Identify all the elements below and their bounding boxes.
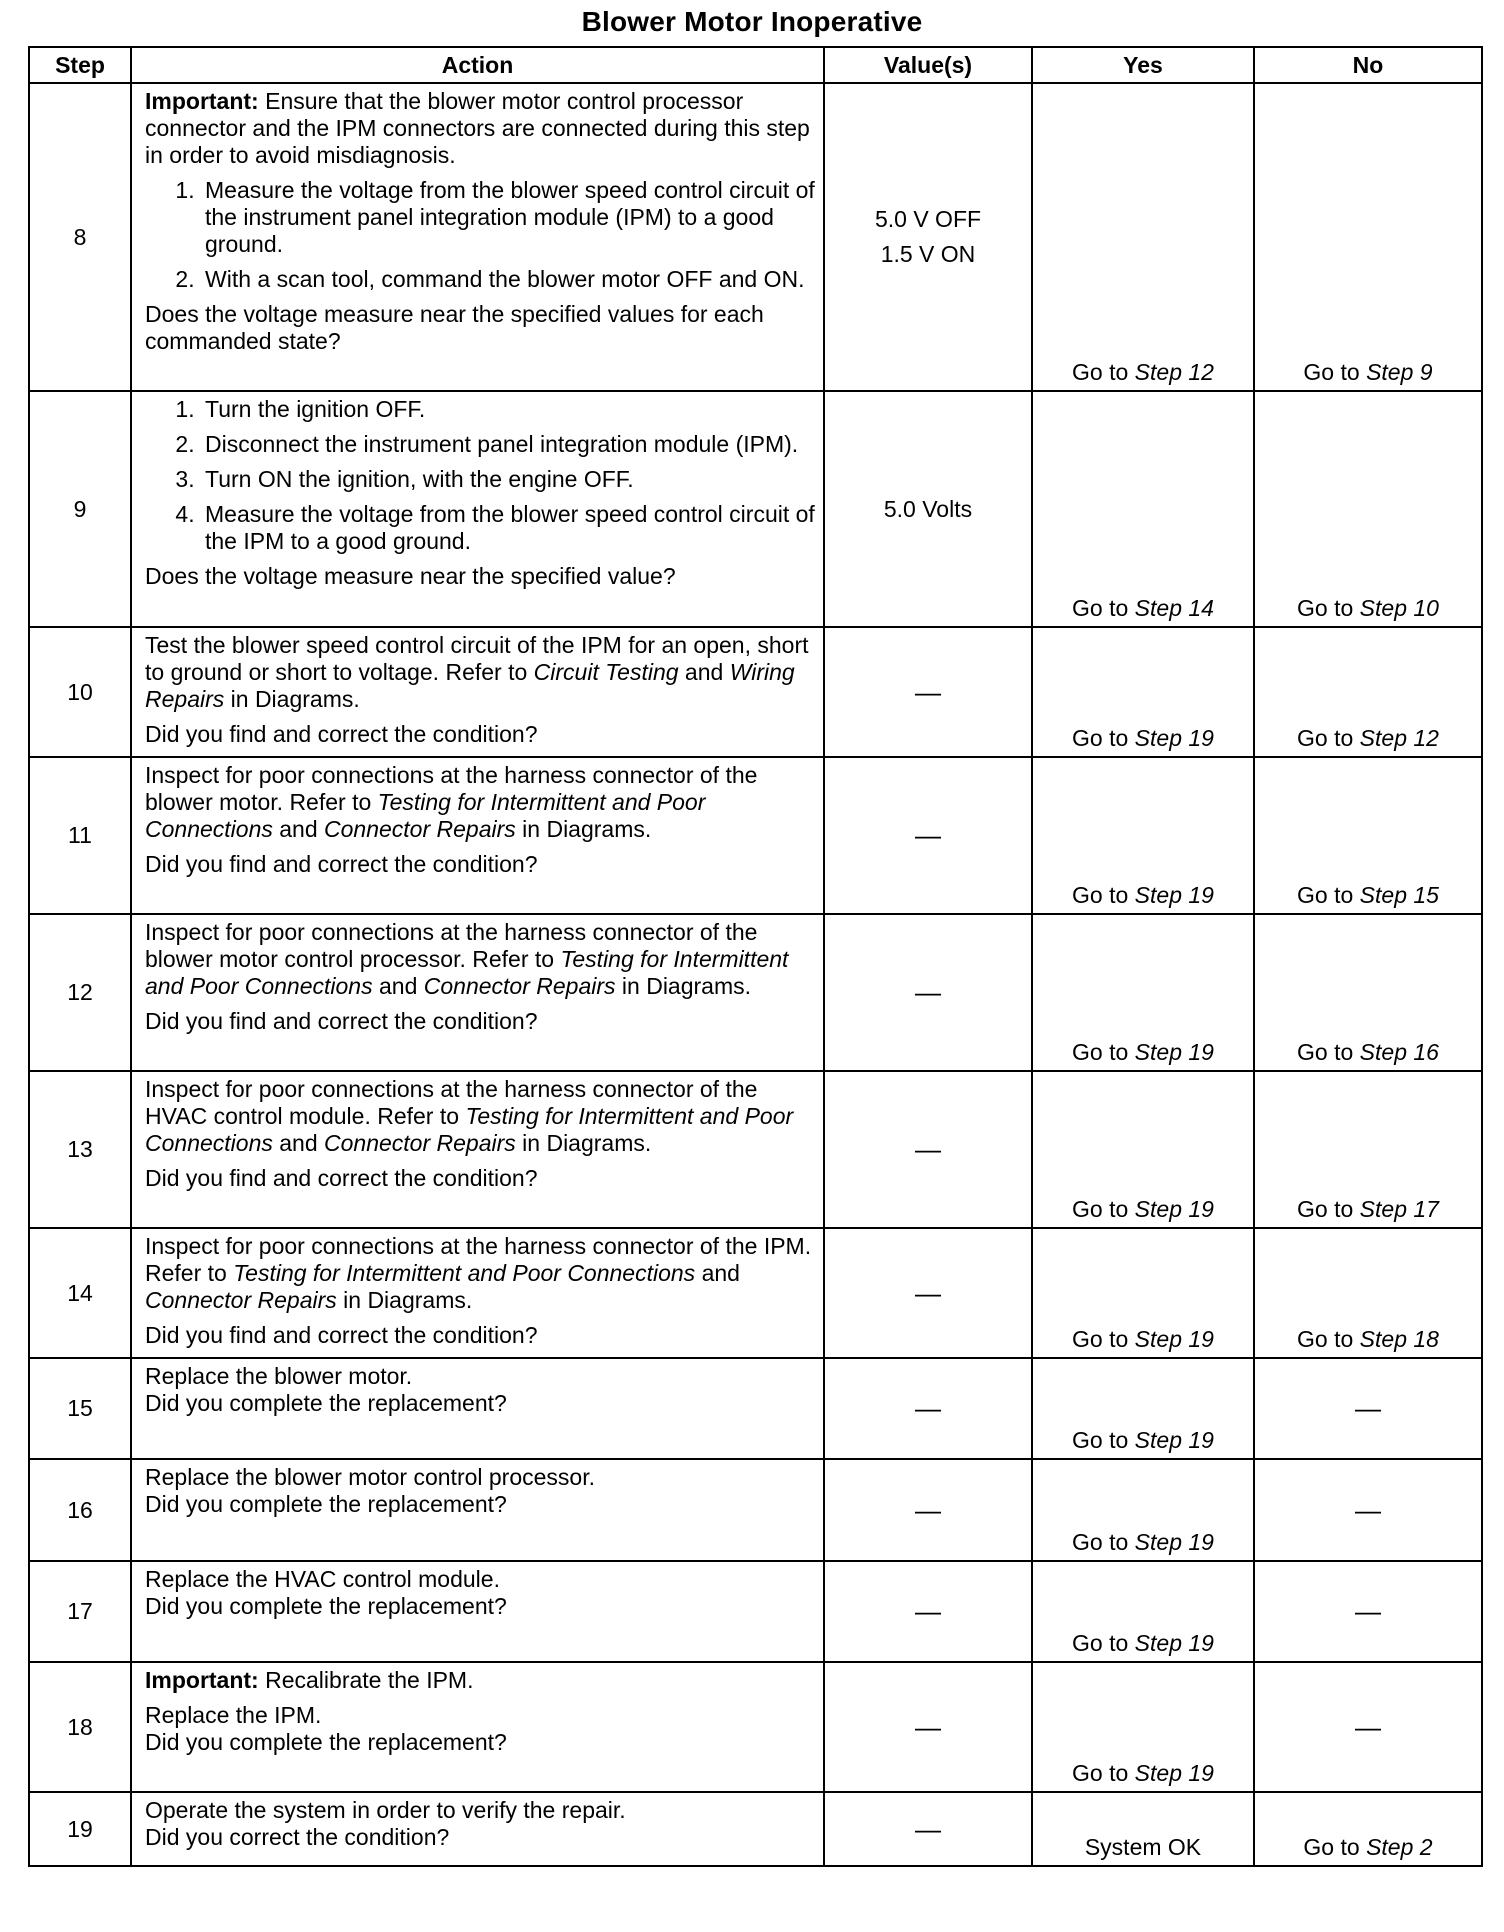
no-step-ref: Step 18: [1359, 1326, 1439, 1352]
yes-step-ref: Step 19: [1134, 1196, 1214, 1222]
yes-cell: [1032, 627, 1254, 757]
list-item: 1. Turn the ignition OFF.: [201, 396, 815, 423]
no-cell: —: [1254, 1662, 1482, 1792]
action-text: Replace the blower motor control processor.: [145, 1464, 595, 1490]
yes-step-ref: Step 19: [1134, 725, 1214, 751]
reference-link: Testing for Intermittent and Poor Connections: [145, 946, 789, 999]
action-text: Inspect for poor connections at the harness connector of the blower motor control processor. Refer to: [145, 919, 758, 972]
action-question: Did you complete the replacement?: [145, 1390, 507, 1416]
value-text: 5.0 V OFF: [874, 206, 982, 232]
no-prefix: Go to: [1297, 595, 1360, 621]
step-number: 11: [29, 757, 131, 914]
value-cell: —: [824, 757, 1032, 914]
action-cell: [131, 1228, 824, 1358]
no-step-ref: Step 16: [1359, 1039, 1439, 1065]
no-cell: [1254, 914, 1482, 1071]
table-row: [29, 627, 1482, 757]
action-text: and: [695, 1260, 740, 1286]
list-item: 2. Disconnect the instrument panel integration module (IPM).: [201, 431, 815, 458]
value-cell: —: [824, 914, 1032, 1071]
yes-step-ref: Step 19: [1134, 1529, 1214, 1555]
action-text: Replace the blower motor.: [145, 1363, 413, 1389]
action-text: Operate the system in order to verify the repair.: [145, 1797, 626, 1823]
value-text: 5.0 Volts: [883, 495, 973, 522]
step-number: 9: [29, 391, 131, 627]
no-cell: —: [1254, 1459, 1482, 1561]
no-step-ref: Step 9: [1366, 359, 1433, 385]
list-item: 1. Measure the voltage from the blower speed control circuit of the instrument panel integration module (IPM) to a good ground.: [201, 177, 815, 258]
table-row: [29, 1071, 1482, 1228]
yes-step-ref: Step 12: [1134, 359, 1214, 385]
action-text: in Diagrams.: [515, 1130, 652, 1156]
yes-step-ref: Step 14: [1134, 595, 1214, 621]
value-cell: —: [824, 1459, 1032, 1561]
value-cell: [824, 391, 1032, 627]
reference-link: Circuit Testing: [533, 659, 679, 685]
no-cell: [1254, 1071, 1482, 1228]
list-item: 3. Turn ON the ignition, with the engine OFF.: [201, 466, 815, 493]
step-number: 10: [29, 627, 131, 757]
yes-step-ref: Step 19: [1134, 1427, 1214, 1453]
no-cell: —: [1254, 1561, 1482, 1662]
value-cell: —: [824, 1228, 1032, 1358]
action-cell: [131, 914, 824, 1071]
header-step: Step: [29, 47, 131, 83]
no-prefix: Go to: [1297, 725, 1360, 751]
no-prefix: Go to: [1303, 359, 1367, 385]
list-item: 2. With a scan tool, command the blower motor OFF and ON.: [201, 266, 815, 293]
table-row: [29, 1561, 1482, 1662]
table-row: [29, 83, 1482, 391]
step-number: 13: [29, 1071, 131, 1228]
header-values: Value(s): [824, 47, 1032, 83]
no-step-ref: Step 15: [1359, 882, 1439, 908]
step-number: 16: [29, 1459, 131, 1561]
action-question: Did you correct the condition?: [145, 1824, 450, 1850]
value-text: 1.5 V ON: [880, 241, 976, 267]
no-cell: [1254, 627, 1482, 757]
action-question: Did you complete the replacement?: [145, 1491, 507, 1517]
yes-cell: [1032, 1459, 1254, 1561]
reference-link: Connector Repairs: [324, 816, 516, 842]
step-number: 12: [29, 914, 131, 1071]
no-prefix: Go to: [1297, 1326, 1360, 1352]
header-yes: Yes: [1032, 47, 1254, 83]
table-row: [29, 1358, 1482, 1459]
yes-prefix: Go to: [1072, 1760, 1135, 1786]
action-question: Did you complete the replacement?: [145, 1593, 507, 1619]
value-cell: —: [824, 1662, 1032, 1792]
yes-step-ref: Step 19: [1134, 1630, 1214, 1656]
action-cell: [131, 1358, 824, 1459]
value-cell: —: [824, 627, 1032, 757]
step-number: 17: [29, 1561, 131, 1662]
action-cell: [131, 757, 824, 914]
action-question: Did you find and correct the condition?: [145, 721, 538, 747]
table-row: [29, 914, 1482, 1071]
action-text: Inspect for poor connections at the harness connector of the IPM. Refer to: [145, 1233, 812, 1286]
no-step-ref: Step 10: [1359, 595, 1439, 621]
yes-cell: [1032, 757, 1254, 914]
yes-prefix: Go to: [1072, 1039, 1135, 1065]
action-text: and: [678, 659, 730, 685]
action-question: Does the voltage measure near the specified values for each commanded state?: [145, 301, 764, 354]
value-cell: —: [824, 1792, 1032, 1866]
page-title: Blower Motor Inoperative: [581, 6, 923, 37]
action-text: Inspect for poor connections at the harness connector of the blower motor. Refer to: [145, 762, 758, 815]
no-step-ref: Step 2: [1366, 1834, 1433, 1860]
list-item: 4. Measure the voltage from the blower speed control circuit of the IPM to a good ground.: [201, 501, 815, 555]
yes-cell: [1032, 1358, 1254, 1459]
table-row: [29, 1459, 1482, 1561]
value-cell: [824, 83, 1032, 391]
yes-cell: [1032, 1071, 1254, 1228]
action-text: Replace the HVAC control module.: [145, 1566, 500, 1592]
action-cell: [131, 1071, 824, 1228]
diagnostic-table: [28, 46, 1483, 1867]
step-number: 14: [29, 1228, 131, 1358]
action-text: in Diagrams.: [336, 1287, 473, 1313]
reference-link: Connector Repairs: [324, 1130, 516, 1156]
yes-cell: [1032, 391, 1254, 627]
action-text: in Diagrams.: [615, 973, 752, 999]
action-cell: [131, 627, 824, 757]
action-cell: [131, 1662, 824, 1792]
table-row: [29, 391, 1482, 627]
yes-cell: [1032, 1662, 1254, 1792]
no-cell: [1254, 1792, 1482, 1866]
no-cell: [1254, 391, 1482, 627]
no-cell: —: [1254, 1358, 1482, 1459]
yes-prefix: Go to: [1072, 882, 1135, 908]
action-text: Test the blower speed control circuit of the IPM for an open, short to ground or short to voltage. Refer to: [145, 632, 809, 685]
step-number: 19: [29, 1792, 131, 1866]
action-cell: [131, 391, 824, 627]
yes-step-ref: Step 19: [1134, 1326, 1214, 1352]
value-cell: —: [824, 1561, 1032, 1662]
yes-prefix: Go to: [1072, 1630, 1135, 1656]
yes-prefix: Go to: [1072, 359, 1135, 385]
no-prefix: Go to: [1303, 1834, 1367, 1860]
action-cell: [131, 1459, 824, 1561]
yes-cell: [1032, 1561, 1254, 1662]
table-row: [29, 1792, 1482, 1866]
action-text: Replace the IPM.: [145, 1702, 322, 1728]
yes-cell: [1032, 1228, 1254, 1358]
no-step-ref: Step 12: [1359, 725, 1439, 751]
no-prefix: Go to: [1297, 882, 1360, 908]
action-list: [145, 396, 815, 555]
reference-link: Connector Repairs: [145, 1287, 337, 1313]
action-question: Did you find and correct the condition?: [145, 1165, 538, 1191]
yes-cell: [1032, 83, 1254, 391]
action-question: Does the voltage measure near the specified value?: [145, 563, 676, 589]
action-list: [145, 177, 815, 293]
action-question: Did you find and correct the condition?: [145, 1322, 538, 1348]
table-row: [29, 1228, 1482, 1358]
action-text: and: [272, 1130, 325, 1156]
reference-link: Wiring Repairs: [145, 659, 795, 712]
no-prefix: Go to: [1297, 1039, 1360, 1065]
header-row: [29, 47, 1482, 83]
yes-prefix: Go to: [1072, 595, 1135, 621]
reference-link: Connector Repairs: [423, 973, 616, 999]
yes-prefix: Go to: [1072, 1529, 1135, 1555]
action-question: Did you find and correct the condition?: [145, 1008, 538, 1034]
action-text: in Diagrams.: [224, 686, 360, 712]
value-cell: —: [824, 1071, 1032, 1228]
yes-cell: System OK: [1032, 1792, 1254, 1866]
no-cell: [1254, 83, 1482, 391]
reference-link: Testing for Intermittent and Poor Connections: [233, 1260, 696, 1286]
reference-link: Testing for Intermittent and Poor Connections: [145, 789, 706, 842]
step-number: 15: [29, 1358, 131, 1459]
yes-prefix: Go to: [1072, 1196, 1135, 1222]
reference-link: Testing for Intermittent and Poor Connections: [145, 1103, 794, 1156]
action-cell: [131, 1561, 824, 1662]
no-step-ref: Step 17: [1359, 1196, 1439, 1222]
action-text: and: [372, 973, 424, 999]
value-cell: —: [824, 1358, 1032, 1459]
yes-prefix: Go to: [1072, 1326, 1135, 1352]
yes-prefix: Go to: [1072, 1427, 1135, 1453]
yes-cell: [1032, 914, 1254, 1071]
important-label: Important:: [145, 1667, 259, 1693]
action-cell: [131, 83, 824, 391]
action-text: and: [272, 816, 325, 842]
yes-prefix: Go to: [1072, 725, 1135, 751]
table-row: [29, 1662, 1482, 1792]
header-action: Action: [131, 47, 824, 83]
table-row: [29, 757, 1482, 914]
yes-step-ref: Step 19: [1134, 882, 1214, 908]
yes-step-ref: Step 19: [1134, 1039, 1214, 1065]
yes-step-ref: Step 19: [1134, 1760, 1214, 1786]
action-cell: [131, 1792, 824, 1866]
action-text: in Diagrams.: [515, 816, 652, 842]
action-question: Did you find and correct the condition?: [145, 851, 538, 877]
no-cell: [1254, 757, 1482, 914]
important-text: Recalibrate the IPM.: [258, 1667, 474, 1693]
important-label: Important:: [145, 88, 259, 114]
no-prefix: Go to: [1297, 1196, 1360, 1222]
important-text: Ensure that the blower motor control processor connector and the IPM connectors are connected during this step in order to avoid misdiagnosis.: [145, 88, 810, 168]
step-number: 18: [29, 1662, 131, 1792]
action-question: Did you complete the replacement?: [145, 1729, 507, 1755]
no-cell: [1254, 1228, 1482, 1358]
header-no: No: [1254, 47, 1482, 83]
action-text: Inspect for poor connections at the harness connector of the HVAC control module. Refer to: [145, 1076, 758, 1129]
step-number: 8: [29, 83, 131, 391]
